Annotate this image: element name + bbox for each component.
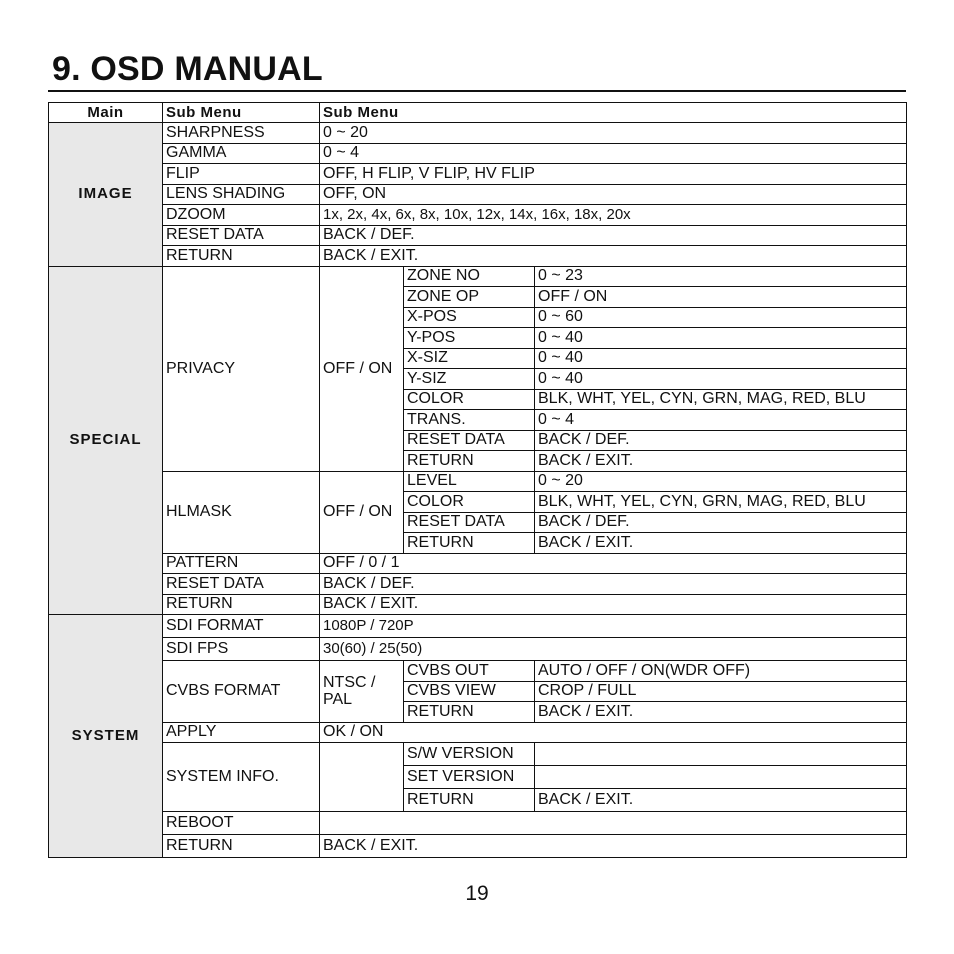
- menu-item-label: SHARPNESS: [163, 123, 320, 144]
- table-row: [49, 246, 907, 267]
- submenu-value: 0 ~ 40: [535, 348, 907, 369]
- table-row: [49, 812, 907, 835]
- menu-item-value-empty: [320, 743, 404, 812]
- menu-item-value: 1x, 2x, 4x, 6x, 8x, 10x, 12x, 14x, 16x, 18x, 20x: [320, 205, 907, 226]
- submenu-label: TRANS.: [404, 410, 535, 431]
- menu-item-value: OFF / ON: [320, 266, 404, 471]
- menu-item-value: BACK / EXIT.: [320, 246, 907, 267]
- submenu-label: Y-POS: [404, 328, 535, 349]
- menu-item-label: SYSTEM INFO.: [163, 743, 320, 812]
- menu-item-label: SDI FORMAT: [163, 615, 320, 638]
- submenu-value: 0 ~ 4: [535, 410, 907, 431]
- submenu-value: [535, 743, 907, 766]
- page-title: 9. OSD MANUAL: [52, 50, 323, 88]
- submenu-label: RETURN: [404, 702, 535, 723]
- main-special: SPECIAL: [49, 266, 163, 615]
- table-row: [49, 835, 907, 858]
- table-row: [49, 471, 907, 492]
- table-row: [49, 661, 907, 682]
- submenu-value: BACK / DEF.: [535, 512, 907, 533]
- main-image: IMAGE: [49, 123, 163, 267]
- menu-item-value: 0 ~ 20: [320, 123, 907, 144]
- menu-item-value: 0 ~ 4: [320, 143, 907, 164]
- table-row: [49, 225, 907, 246]
- osd-menu-table: [48, 102, 907, 858]
- menu-item-label: RETURN: [163, 835, 320, 858]
- table-row: [49, 123, 907, 144]
- menu-item-value: OFF, ON: [320, 184, 907, 205]
- submenu-value: AUTO / OFF / ON(WDR OFF): [535, 661, 907, 682]
- submenu-label: COLOR: [404, 492, 535, 513]
- submenu-value: BACK / EXIT.: [535, 789, 907, 812]
- menu-item-value: 30(60) / 25(50): [320, 638, 907, 661]
- page-number: 19: [465, 882, 489, 905]
- submenu-label: COLOR: [404, 389, 535, 410]
- menu-item-label: RESET DATA: [163, 574, 320, 595]
- menu-item-value: BACK / EXIT.: [320, 835, 907, 858]
- submenu-label: X-SIZ: [404, 348, 535, 369]
- menu-item-label: FLIP: [163, 164, 320, 185]
- submenu-label: RESET DATA: [404, 512, 535, 533]
- menu-item-label: RETURN: [163, 594, 320, 615]
- table-row: [49, 722, 907, 743]
- submenu-value: 0 ~ 40: [535, 369, 907, 390]
- menu-item-label: RETURN: [163, 246, 320, 267]
- menu-item-label: LENS SHADING: [163, 184, 320, 205]
- header-main: Main: [49, 103, 163, 123]
- menu-item-value: [320, 812, 907, 835]
- menu-item-value: OK / ON: [320, 722, 907, 743]
- submenu-value: 0 ~ 40: [535, 328, 907, 349]
- menu-item-label: PATTERN: [163, 553, 320, 574]
- submenu-value: BACK / EXIT.: [535, 702, 907, 723]
- table-row: [49, 553, 907, 574]
- menu-item-label: GAMMA: [163, 143, 320, 164]
- submenu-label: CVBS VIEW: [404, 681, 535, 702]
- submenu-label: Y-SIZ: [404, 369, 535, 390]
- submenu-label: RETURN: [404, 789, 535, 812]
- submenu-label: RETURN: [404, 451, 535, 472]
- submenu-value: OFF / ON: [535, 287, 907, 308]
- table-row: [49, 205, 907, 226]
- menu-item-value: NTSC / PAL: [320, 661, 404, 723]
- table-row: [49, 143, 907, 164]
- submenu-label: X-POS: [404, 307, 535, 328]
- table-row: [49, 574, 907, 595]
- menu-item-label: REBOOT: [163, 812, 320, 835]
- menu-item-label: PRIVACY: [163, 266, 320, 471]
- main-system: SYSTEM: [49, 615, 163, 858]
- header-sub-menu-2: Sub Menu: [320, 103, 907, 123]
- menu-item-value: OFF, H FLIP, V FLIP, HV FLIP: [320, 164, 907, 185]
- menu-item-value: 1080P / 720P: [320, 615, 907, 638]
- submenu-value: CROP / FULL: [535, 681, 907, 702]
- submenu-value: BACK / EXIT.: [535, 451, 907, 472]
- submenu-label: ZONE NO: [404, 266, 535, 287]
- submenu-label: ZONE OP: [404, 287, 535, 308]
- menu-item-label: HLMASK: [163, 471, 320, 553]
- submenu-value: BACK / EXIT.: [535, 533, 907, 554]
- submenu-value: 0 ~ 60: [535, 307, 907, 328]
- menu-item-label: DZOOM: [163, 205, 320, 226]
- table-header-row: [49, 103, 907, 123]
- table-row: [49, 266, 907, 287]
- menu-item-label: APPLY: [163, 722, 320, 743]
- table-row: [49, 615, 907, 638]
- menu-item-label: RESET DATA: [163, 225, 320, 246]
- submenu-value: BLK, WHT, YEL, CYN, GRN, MAG, RED, BLU: [535, 389, 907, 410]
- submenu-value: BLK, WHT, YEL, CYN, GRN, MAG, RED, BLU: [535, 492, 907, 513]
- submenu-value: 0 ~ 23: [535, 266, 907, 287]
- menu-item-value: BACK / DEF.: [320, 225, 907, 246]
- title-divider: [48, 90, 906, 92]
- menu-item-label: CVBS FORMAT: [163, 661, 320, 723]
- submenu-label: LEVEL: [404, 471, 535, 492]
- submenu-label: S/W VERSION: [404, 743, 535, 766]
- table-row: [49, 184, 907, 205]
- table-row: [49, 594, 907, 615]
- menu-item-value: OFF / ON: [320, 471, 404, 553]
- submenu-value: [535, 766, 907, 789]
- submenu-label: RETURN: [404, 533, 535, 554]
- header-sub-menu-1: Sub Menu: [163, 103, 320, 123]
- menu-item-value: BACK / DEF.: [320, 574, 907, 595]
- submenu-label: SET VERSION: [404, 766, 535, 789]
- submenu-label: CVBS OUT: [404, 661, 535, 682]
- table-row: [49, 638, 907, 661]
- table-row: [49, 743, 907, 766]
- table-row: [49, 164, 907, 185]
- submenu-value: 0 ~ 20: [535, 471, 907, 492]
- menu-item-value: BACK / EXIT.: [320, 594, 907, 615]
- submenu-label: RESET DATA: [404, 430, 535, 451]
- submenu-value: BACK / DEF.: [535, 430, 907, 451]
- menu-item-value: OFF / 0 / 1: [320, 553, 907, 574]
- menu-item-label: SDI FPS: [163, 638, 320, 661]
